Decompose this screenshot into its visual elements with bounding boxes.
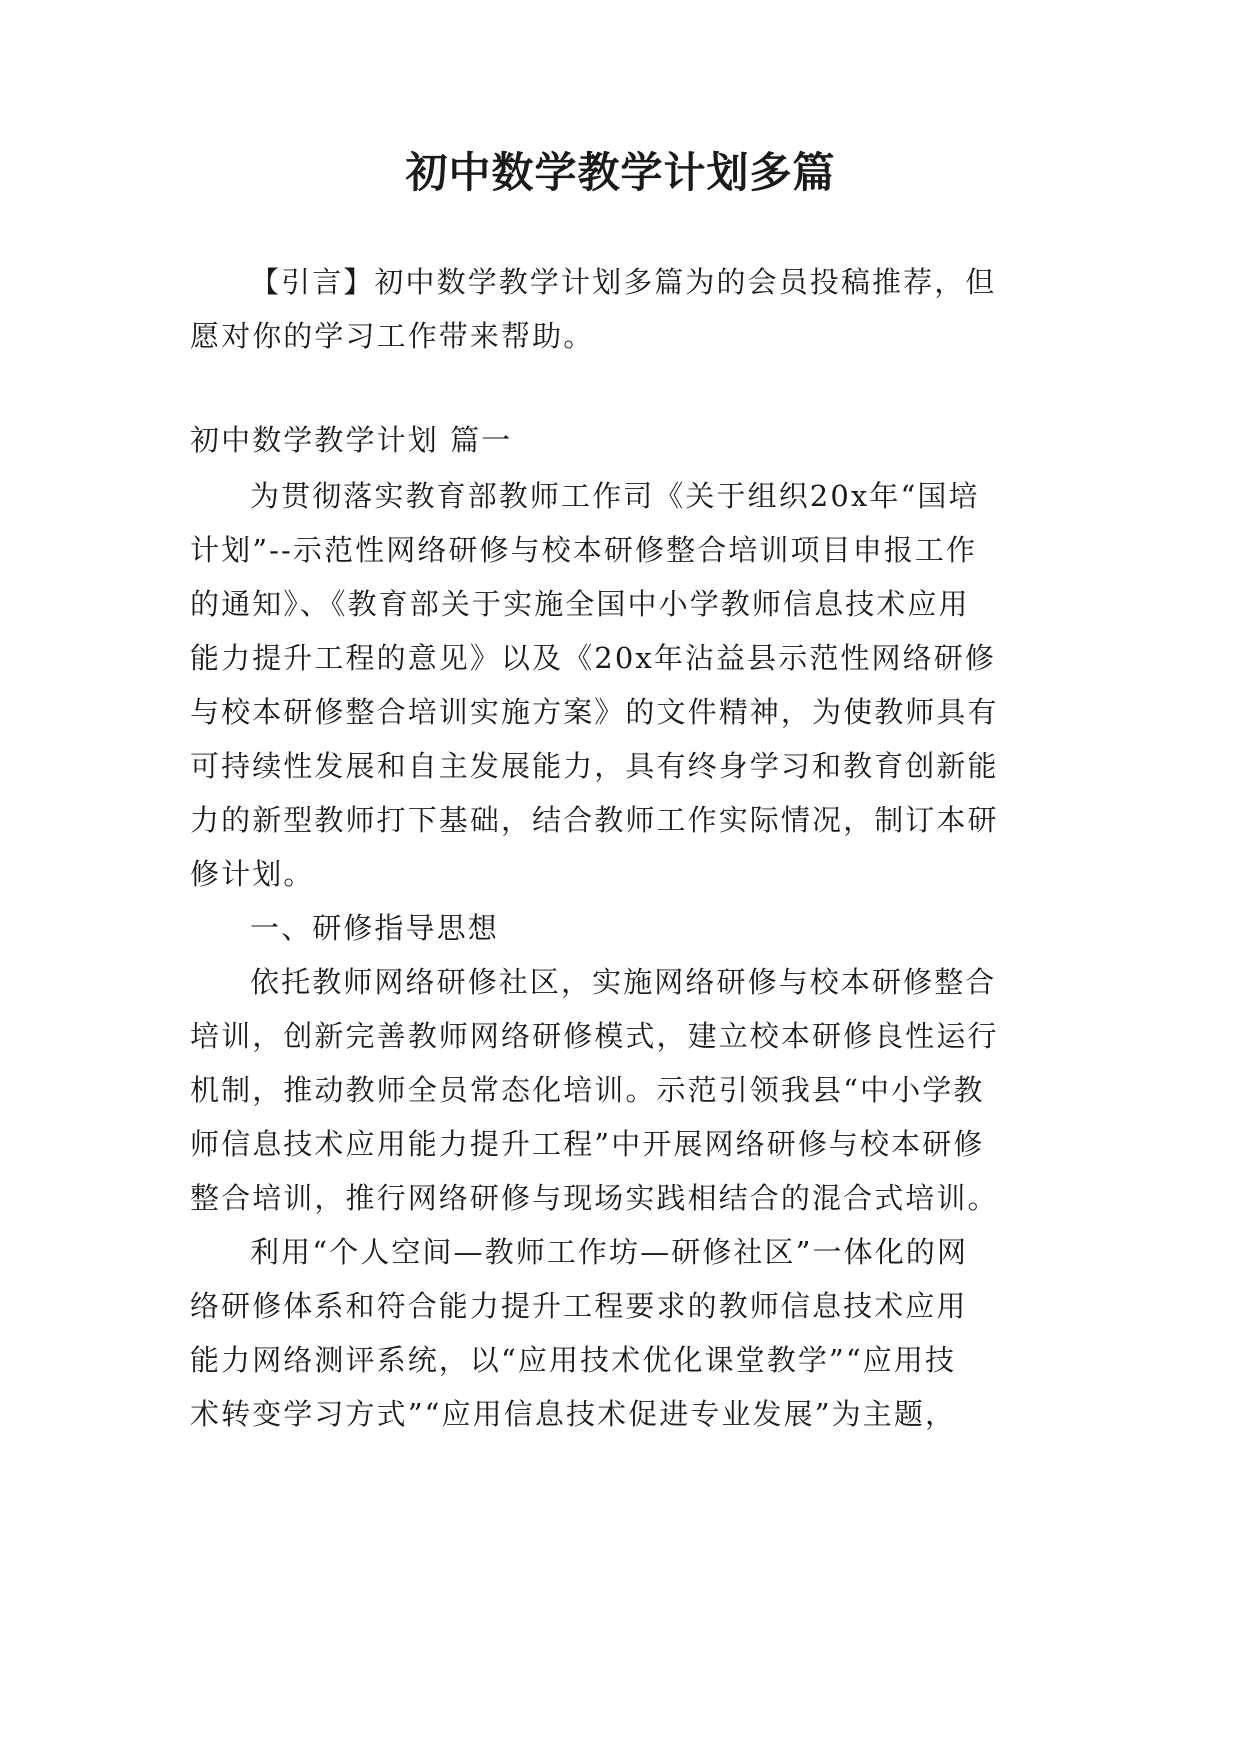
paragraph-line: 络研修体系和符合能力提升工程要求的教师信息技术应用 — [190, 1289, 968, 1323]
paragraph-line: 修计划。 — [190, 857, 315, 891]
section-heading: 初中数学教学计划 篇一 — [190, 423, 513, 457]
paragraph-line: 培训，创新完善教师网络研修模式，建立校本研修良性运行 — [190, 1019, 999, 1053]
paragraph-line: 计划”--示范性网络研修与校本研修整合培训项目申报工作 — [190, 533, 978, 567]
paragraph-line: 能力网络测评系统，以“应用技术优化课堂教学”“应用技 — [190, 1343, 957, 1377]
intro-line: 【引言】初中数学教学计划多篇为的会员投稿推荐，但 — [250, 265, 997, 299]
paragraph-line: 可持续性发展和自主发展能力，具有终身学习和教育创新能 — [190, 749, 999, 783]
paragraph-line: 力的新型教师打下基础，结合教师工作实际情况，制订本研 — [190, 803, 999, 837]
paragraph-line: 为贯彻落实教育部教师工作司《关于组织20x年“国培 — [250, 479, 980, 513]
paragraph-line: 利用“个人空间—教师工作坊—研修社区”一体化的网 — [250, 1235, 969, 1269]
paragraph-line: 能力提升工程的意见》以及《20x年沾益县示范性网络研修 — [190, 641, 996, 675]
paragraph-line: 与校本研修整合培训实施方案》的文件精神，为使教师具有 — [190, 695, 999, 729]
document-title: 初中数学教学计划多篇 — [405, 148, 836, 197]
paragraph-line: 依托教师网络研修社区，实施网络研修与校本研修整合 — [250, 965, 997, 999]
paragraph-line: 整合培训，推行网络研修与现场实践相结合的混合式培训。 — [190, 1181, 999, 1215]
paragraph-line: 机制，推动教师全员常态化培训。示范引领我县“中小学教 — [190, 1073, 985, 1107]
paragraph-line: 术转变学习方式”“应用信息技术促进专业发展”为主题， — [190, 1397, 957, 1431]
subsection-heading: 一、研修指导思想 — [250, 911, 499, 945]
paragraph-line: 师信息技术应用能力提升工程”中开展网络研修与校本研修 — [190, 1127, 985, 1161]
paragraph-line: 的通知》、《教育部关于实施全国中小学教师信息技术应用 — [190, 587, 970, 621]
intro-line: 愿对你的学习工作带来帮助。 — [190, 319, 595, 353]
